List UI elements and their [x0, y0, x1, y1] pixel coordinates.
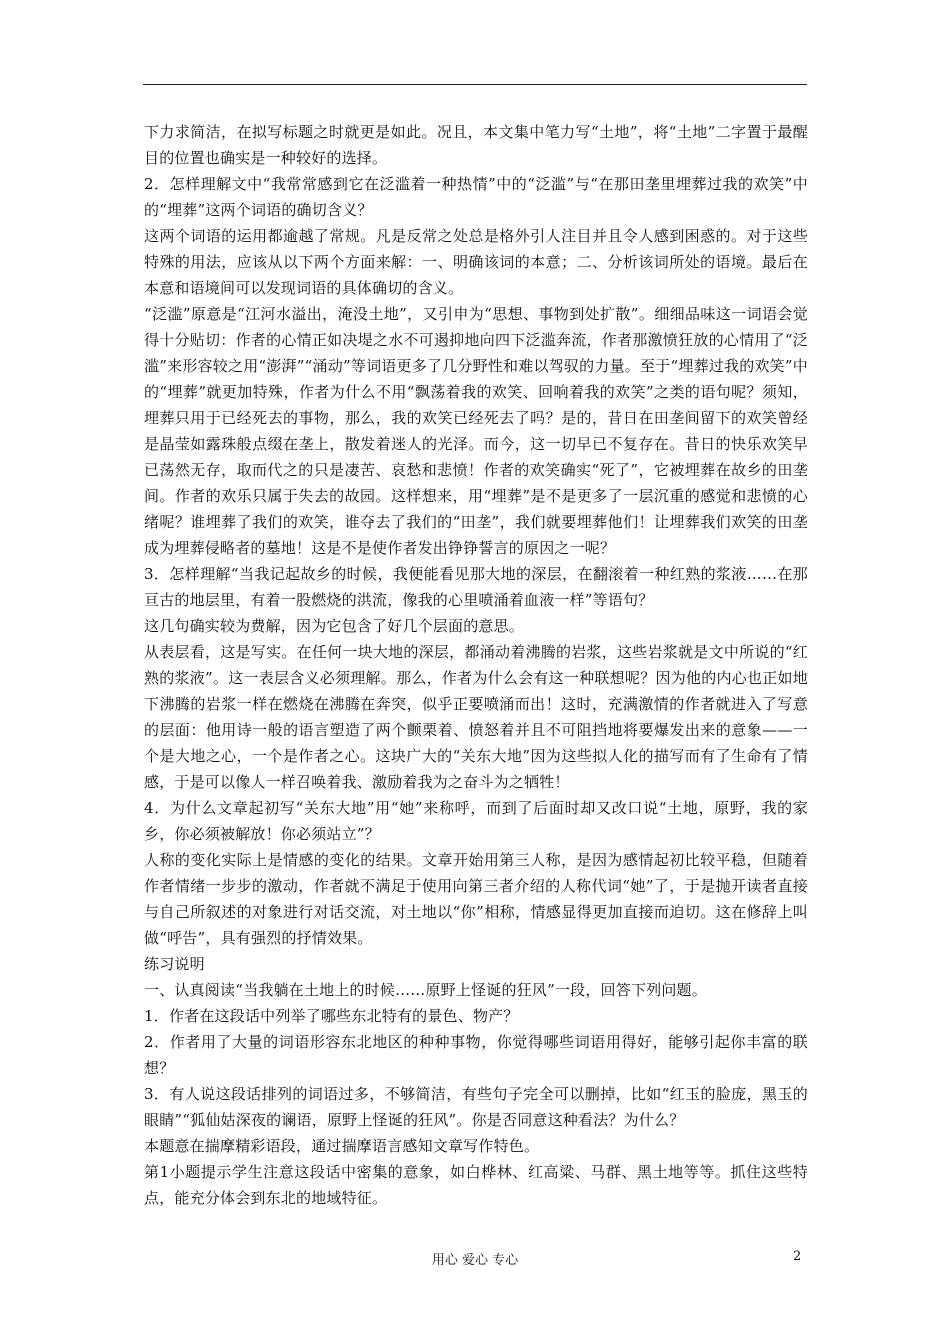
- document-body: [144, 119, 808, 1211]
- section-heading: 练习说明: [144, 955, 205, 973]
- question-4: 4．为什么文章起初写“关东大地”用“她”来称呼，而到了后面时却又改口说“土地，原野，我的家乡，你必须被解放！你必须站立”？: [144, 799, 808, 843]
- page-number: 2: [793, 1249, 802, 1264]
- paragraph: 从表层看，这是写实。在任何一块大地的深层，都涌动着沸腾的岩浆，这些岩浆就是文中所说的“红熟的浆液”。这一表层含义必须理解。那么，作者为什么会有这一种联想呢？因为他的内心也正如地下沸腾的岩浆一样在燃烧在沸腾在奔突，似乎正要喷涌而出！这时，充满激情的作者就进入了写意的层面：他用诗一般的语言塑造了两个颤栗着、愤怒着并且不可阻挡地将要爆发出来的意象——一个是大地之心，一个是作者之心。这块广大的“关东大地”因为这些拟人化的描写而有了生命有了情感，于是可以像人一样召唤着我、激励着我为之奋斗为之牺牲！: [144, 643, 808, 791]
- footer-slogan: 用心 爱心 专心: [431, 1253, 519, 1268]
- paragraph: 第1小题提示学生注意这段话中密集的意象，如白桦林、红高粱、马群、黑土地等等。抓住这些特点，能充分体会到东北的地域特征。: [144, 1163, 808, 1207]
- page-footer: [0, 1249, 950, 1271]
- exercise-item: 2．作者用了大量的词语形容东北地区的种种事物，你觉得哪些词语用得好，能够引起你丰富的联想？: [144, 1033, 808, 1077]
- question-3: 3．怎样理解“当我记起故乡的时候，我便能看见那大地的深层，在翻滚着一种红熟的浆液……在那亘古的地层里，有着一股燃烧的洪流，像我的心里喷涌着血液一样”等语句？: [144, 565, 808, 609]
- paragraph: 人称的变化实际上是情感的变化的结果。文章开始用第三人称，是因为感情起初比较平稳，但随着作者情绪一步步的激动，作者就不满足于使用向第三者介绍的人称代词“她”了，于是抛开读者直接与自己所叙述的对象进行对话交流，对土地以“你”相称，情感显得更加直接而迫切。这在修辞上叫做“呼告”，具有强烈的抒情效果。: [144, 851, 808, 947]
- paragraph: “泛滥”原意是“江河水溢出，淹没土地”，又引申为“思想、事物到处扩散”。细细品味这一词语会觉得十分贴切：作者的心情正如决堤之水不可遏抑地向四下泛滥奔流，作者那激愤狂放的心情用了“泛滥”来形容较之用“澎湃”“涌动”等词语更多了几分野性和难以驾驭的力量。至于“埋葬过我的欢笑”中的“埋葬”就更加特殊，作者为什么不用“飘荡着我的欢笑、回响着我的欢笑”之类的语句呢？须知，埋葬只用于已经死去的事物，那么，我的欢笑已经死去了吗？是的，昔日在田垄间留下的欢笑曾经是晶莹如露珠般点缀在垄上，散发着迷人的光泽。而今，这一切早已不复存在。昔日的快乐欢笑早已荡然无存，取而代之的只是凄苦、哀愁和悲愤！作者的欢笑确实“死了”，它被埋葬在故乡的田垄间。作者的欢乐只属于失去的故园。这样想来，用“埋葬”是不是更多了一层沉重的感觉和悲愤的心绪呢？谁埋葬了我们的欢笑，谁夺去了我们的“田垄”，我们就要埋葬他们！让埋葬我们欢笑的田垄成为埋葬侵略者的墓地！这是不是使作者发出铮铮誓言的原因之一呢？: [144, 305, 808, 557]
- exercise-item: 一、认真阅读“当我躺在土地上的时候……原野上怪诞的狂风”一段，回答下列问题。: [144, 981, 707, 999]
- exercise-item: 3．有人说这段话排列的词语过多，不够简洁，有些句子完全可以删掉，比如“红玉的脸庞，黑玉的眼睛”“狐仙姑深夜的谰语，原野上怪诞的狂风”。你是否同意这种看法？为什么？: [144, 1085, 808, 1129]
- paragraph: 这几句确实较为费解，因为它包含了好几个层面的意思。: [144, 617, 525, 635]
- paragraph: 下力求简洁，在拟写标题之时就更是如此。况且，本文集中笔力写“土地”，将“土地”二字置于最醒目的位置也确实是一种较好的选择。: [144, 123, 808, 167]
- paragraph: 本题意在揣摩精彩语段，通过揣摩语言感知文章写作特色。: [144, 1137, 540, 1155]
- header-rule: [143, 84, 807, 85]
- paragraph: 这两个词语的运用都逾越了常规。凡是反常之处总是格外引人注目并且令人感到困惑的。对于这些特殊的用法，应该从以下两个方面来解：一、明确该词的本意；二、分析该词所处的语境。最后在本意和语境间可以发现词语的具体确切的含义。: [144, 227, 808, 297]
- exercise-item: 1．作者在这段话中列举了哪些东北特有的景色、物产？: [144, 1007, 519, 1025]
- question-2: 2．怎样理解文中“我常常感到它在泛滥着一种热情”中的“泛滥”与“在那田垄里埋葬过我的欢笑”中的“埋葬”这两个词语的确切含义？: [144, 175, 808, 219]
